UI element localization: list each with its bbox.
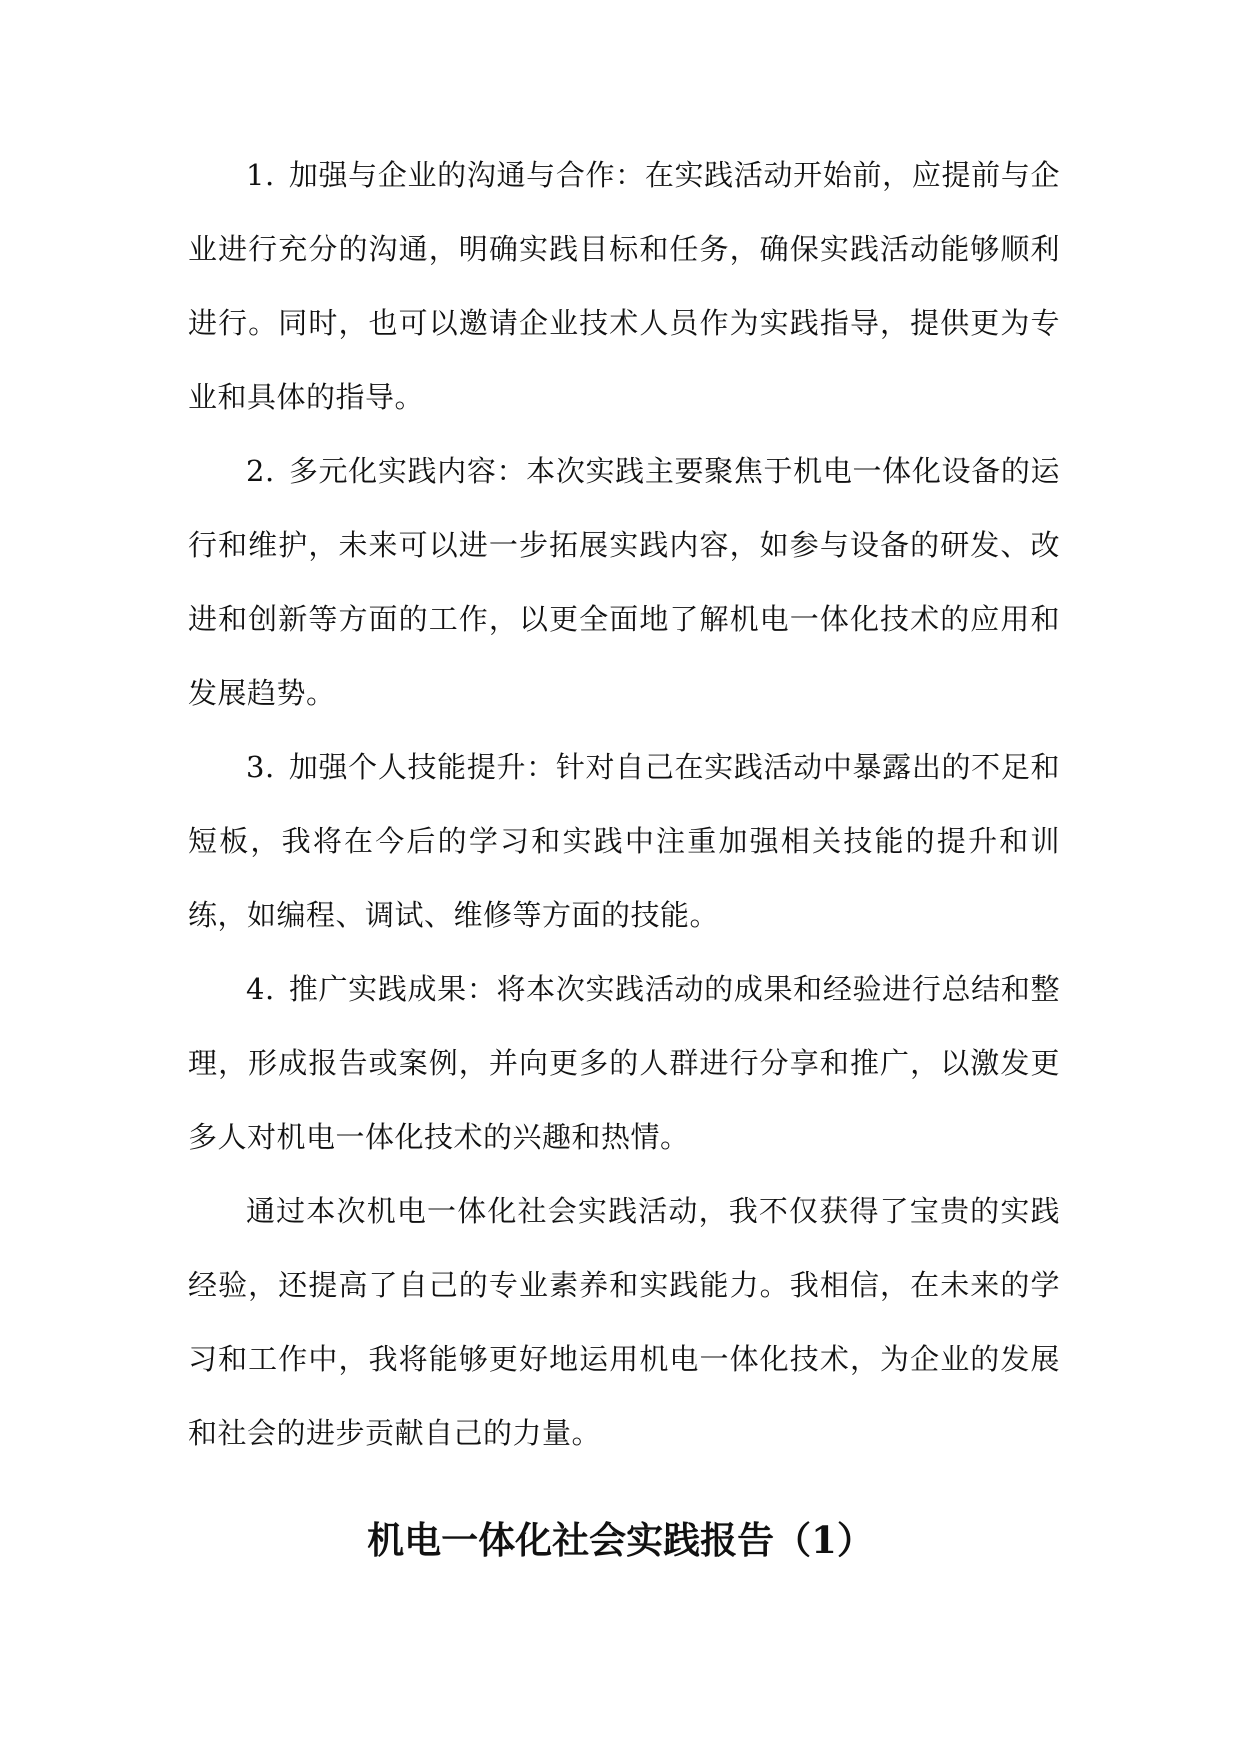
report-title: 机电一体化社会实践报告（1） — [367, 1518, 874, 1562]
paragraph-text: 多元化实践内容：本次实践主要聚焦于机电一体化设备的运行和维护，未来可以进一步拓展实践内容，如参与设备的研发、改进和创新等方面的工作，以更全面地了解机电一体化技术的应用和发展趋势。 — [188, 454, 1060, 710]
document-body — [188, 138, 1060, 1470]
paragraph-number: 3. — [246, 750, 275, 784]
paragraph-conclusion — [188, 1174, 1060, 1470]
paragraph-number: 2. — [246, 454, 275, 488]
paragraph-text: 推广实践成果：将本次实践活动的成果和经验进行总结和整理，形成报告或案例，并向更多的人群进行分享和推广，以激发更多人对机电一体化技术的兴趣和热情。 — [188, 972, 1060, 1154]
paragraph-number: 1. — [246, 158, 275, 192]
paragraph-text: 加强与企业的沟通与合作：在实践活动开始前，应提前与企业进行充分的沟通，明确实践目标和任务，确保实践活动能够顺利进行。同时，也可以邀请企业技术人员作为实践指导，提供更为专业和具体的指导。 — [188, 158, 1060, 414]
paragraph-suggestion-4 — [188, 952, 1060, 1174]
paragraph-number: 4. — [246, 972, 275, 1006]
paragraph-suggestion-1 — [188, 138, 1060, 434]
paragraph-suggestion-2 — [188, 434, 1060, 730]
paragraph-text: 通过本次机电一体化社会实践活动，我不仅获得了宝贵的实践经验，还提高了自己的专业素养和实践能力。我相信，在未来的学习和工作中，我将能够更好地运用机电一体化技术，为企业的发展和社会的进步贡献自己的力量。 — [188, 1194, 1060, 1450]
paragraph-text: 加强个人技能提升：针对自己在实践活动中暴露出的不足和短板，我将在今后的学习和实践中注重加强相关技能的提升和训练，如编程、调试、维修等方面的技能。 — [188, 750, 1060, 932]
paragraph-suggestion-3 — [188, 730, 1060, 952]
